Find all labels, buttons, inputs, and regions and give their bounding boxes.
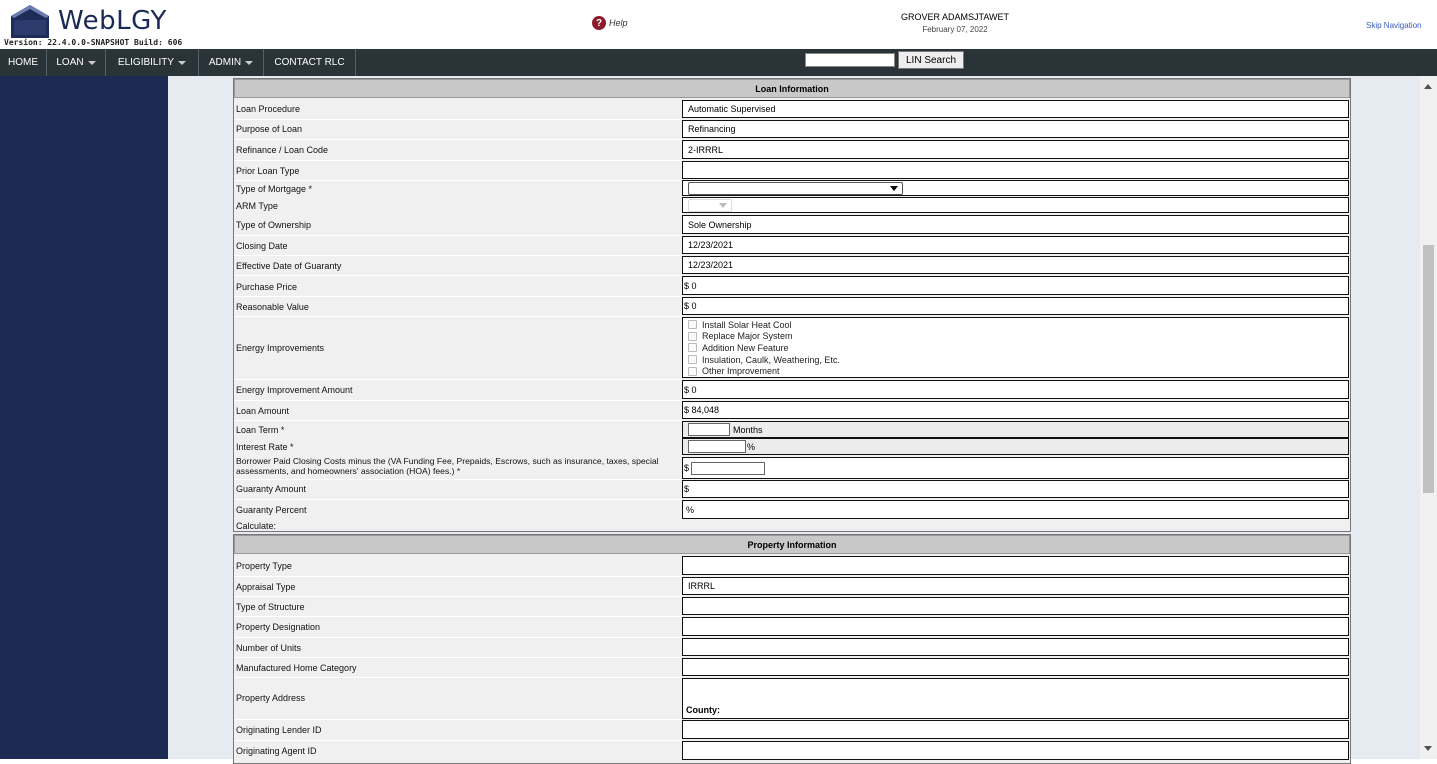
- chevron-down-icon: [719, 203, 727, 208]
- purchase-price-value: $ 0: [682, 276, 1349, 295]
- closing-costs-box: [682, 457, 1349, 479]
- purpose-label: Purpose of Loan: [236, 124, 303, 134]
- loan-procedure-label: Loan Procedure: [236, 104, 301, 114]
- checkbox[interactable]: [688, 367, 697, 376]
- chevron-down-icon: [178, 61, 186, 65]
- current-date: February 07, 2022: [922, 25, 988, 34]
- interest-rate-box: [682, 438, 1349, 455]
- mortgage-type-label: Type of Mortgage *: [236, 184, 313, 194]
- loan-information-panel: [233, 78, 1351, 532]
- reasonable-value-label: Reasonable Value: [236, 302, 309, 312]
- row-appraisal-type: [234, 576, 1350, 596]
- version-text: Version: 22.4.0.0-SNAPSHOT Build: 606: [4, 38, 183, 47]
- help-icon: ?: [592, 16, 606, 30]
- energy-amount-label: Energy Improvement Amount: [236, 385, 353, 395]
- scroll-down-icon[interactable]: [1424, 746, 1432, 751]
- closing-date-value: 12/23/2021: [682, 236, 1349, 254]
- row-ownership: [234, 214, 1350, 235]
- row-units: [234, 637, 1350, 657]
- scrollbar-thumb[interactable]: [1423, 245, 1434, 493]
- checkbox[interactable]: [688, 320, 697, 329]
- prior-type-label: Prior Loan Type: [236, 166, 300, 176]
- loan-amount-label: Loan Amount: [236, 406, 290, 416]
- row-purchase-price: [234, 275, 1350, 296]
- row-loan-procedure: [234, 99, 1350, 119]
- chevron-down-icon: [88, 61, 96, 65]
- guaranty-amount-label: Guaranty Amount: [236, 484, 307, 494]
- mh-category-label: Manufactured Home Category: [236, 663, 357, 673]
- row-guaranty-amount: [234, 479, 1350, 499]
- checkbox[interactable]: [688, 355, 697, 364]
- energy-amount-value: $ 0: [682, 380, 1349, 399]
- nav-loan[interactable]: LOAN: [47, 49, 106, 76]
- appraisal-type-label: Appraisal Type: [236, 582, 296, 592]
- nav-home[interactable]: HOME: [0, 49, 47, 76]
- row-calculate: [234, 520, 1350, 532]
- row-structure: [234, 596, 1350, 616]
- loan-information-header: Loan Information: [234, 79, 1350, 98]
- energy-label: Energy Improvements: [236, 343, 325, 353]
- energy-option-insulation[interactable]: Insulation, Caulk, Weathering, Etc.: [688, 354, 840, 366]
- purpose-value: Refinancing: [682, 120, 1349, 138]
- lender-id-value: [682, 720, 1349, 739]
- guaranty-percent-value: %: [682, 500, 1349, 519]
- vertical-scrollbar[interactable]: [1420, 76, 1437, 759]
- row-interest-rate: [234, 438, 1350, 456]
- ownership-label: Type of Ownership: [236, 220, 312, 230]
- interest-rate-unit: %: [747, 441, 756, 452]
- property-information-panel: [233, 534, 1351, 764]
- loan-amount-value: $ 84,048: [682, 401, 1349, 419]
- reasonable-value-value: $ 0: [682, 297, 1349, 315]
- energy-option-new-feature[interactable]: Addition New Feature: [688, 342, 789, 354]
- arm-type-box: [682, 197, 1349, 213]
- refi-code-label: Refinance / Loan Code: [236, 145, 329, 155]
- nav-contact-rlc[interactable]: CONTACT RLC: [264, 49, 356, 76]
- mortgage-type-select[interactable]: [688, 182, 903, 195]
- row-closing-costs: [234, 456, 1350, 479]
- energy-options: [682, 317, 1349, 378]
- row-refi-code: [234, 139, 1350, 160]
- loan-term-box: [682, 421, 1349, 438]
- nav-eligibility[interactable]: ELIGIBILITY: [106, 49, 199, 76]
- designation-label: Property Designation: [236, 622, 321, 632]
- agent-id-value: [682, 741, 1349, 760]
- row-mh-category: [234, 657, 1350, 677]
- address-value: [682, 678, 1349, 719]
- interest-rate-label: Interest Rate *: [236, 442, 294, 452]
- property-type-value: [682, 556, 1349, 575]
- closing-costs-label: Borrower Paid Closing Costs minus the (VA Funding Fee, Prepaids, Escrows, such as insurance, taxes, special assessments, and homeowners' association (HOA) fees.) *: [236, 456, 659, 476]
- interest-rate-input[interactable]: [688, 440, 746, 453]
- county-label: County:: [686, 705, 720, 715]
- main-navbar: [0, 49, 1437, 76]
- row-agent-id: [234, 740, 1350, 761]
- row-property-type: [234, 555, 1350, 576]
- checkbox[interactable]: [688, 343, 697, 352]
- scroll-up-icon[interactable]: [1424, 84, 1432, 89]
- row-loan-amount: [234, 400, 1350, 420]
- chevron-down-icon: [890, 186, 898, 191]
- help-label: Help: [609, 18, 628, 28]
- app-logo-text: WebLGY: [58, 6, 167, 36]
- row-guaranty-percent: [234, 499, 1350, 520]
- structure-label: Type of Structure: [236, 602, 305, 612]
- closing-costs-input[interactable]: [691, 462, 765, 475]
- row-loan-term: [234, 420, 1350, 438]
- guaranty-amount-value: $: [682, 480, 1349, 498]
- units-label: Number of Units: [236, 643, 302, 653]
- loan-procedure-value: Automatic Supervised: [682, 100, 1349, 118]
- user-name: GROVER ADAMSJTAWET: [900, 12, 1009, 22]
- designation-value: [682, 617, 1349, 636]
- energy-option-other[interactable]: Other Improvement: [688, 365, 780, 377]
- loan-term-input[interactable]: [688, 423, 730, 436]
- row-arm-type: [234, 197, 1350, 214]
- mortgage-type-box: [682, 180, 1349, 196]
- app-header: [0, 0, 1437, 49]
- energy-option-solar[interactable]: Install Solar Heat Cool: [688, 319, 792, 331]
- purchase-price-label: Purchase Price: [236, 282, 298, 292]
- row-effective-date: [234, 255, 1350, 275]
- sidebar: [0, 76, 168, 759]
- lin-search-button[interactable]: LIN Search: [898, 51, 964, 69]
- address-label: Property Address: [236, 693, 306, 703]
- effective-date-label: Effective Date of Guaranty: [236, 261, 342, 271]
- help-link[interactable]: [592, 16, 628, 30]
- closing-date-label: Closing Date: [236, 241, 288, 251]
- lender-id-label: Originating Lender ID: [236, 725, 322, 735]
- chevron-down-icon: [245, 61, 253, 65]
- row-designation: [234, 616, 1350, 637]
- effective-date-value: 12/23/2021: [682, 256, 1349, 274]
- closing-costs-prefix: $: [684, 463, 690, 473]
- nav-admin[interactable]: ADMIN: [199, 49, 264, 76]
- guaranty-percent-label: Guaranty Percent: [236, 505, 307, 515]
- loan-term-unit: Months: [733, 424, 763, 435]
- refi-code-value: 2-IRRRL: [682, 140, 1349, 159]
- mh-category-value: [682, 658, 1349, 676]
- prior-type-value: [682, 161, 1349, 179]
- arm-type-select[interactable]: [688, 199, 732, 212]
- lin-search-input[interactable]: [805, 53, 895, 67]
- calculate-label: Calculate:: [236, 521, 277, 531]
- row-energy-improvements: [234, 316, 1350, 379]
- agent-id-label: Originating Agent ID: [236, 746, 317, 756]
- property-type-label: Property Type: [236, 561, 292, 571]
- ownership-value: Sole Ownership: [682, 215, 1349, 234]
- skip-navigation-link[interactable]: Skip Navigation: [1366, 21, 1422, 30]
- arm-type-label: ARM Type: [236, 201, 278, 211]
- checkbox[interactable]: [688, 332, 697, 341]
- property-information-header: Property Information: [234, 535, 1350, 554]
- row-mortgage-type: [234, 180, 1350, 197]
- house-logo-icon: [10, 4, 50, 40]
- row-lender-id: [234, 719, 1350, 740]
- row-energy-amount: [234, 379, 1350, 400]
- loan-term-label: Loan Term *: [236, 425, 285, 435]
- appraisal-type-value: IRRRL: [682, 577, 1349, 595]
- structure-value: [682, 597, 1349, 615]
- row-prior-loan-type: [234, 160, 1350, 180]
- units-value: [682, 638, 1349, 656]
- row-property-address: [234, 677, 1350, 719]
- row-reasonable-value: [234, 296, 1350, 316]
- row-closing-date: [234, 235, 1350, 255]
- energy-option-major-system[interactable]: Replace Major System: [688, 331, 793, 343]
- row-purpose-of-loan: [234, 119, 1350, 139]
